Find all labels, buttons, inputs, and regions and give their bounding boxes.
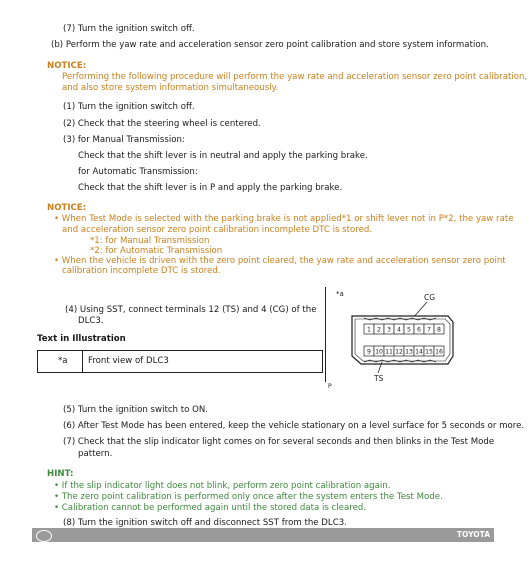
legend-key: *a: [58, 356, 68, 366]
top-pin-number: 6: [417, 326, 421, 334]
footnote-2: *2: for Automatic Transmission: [90, 246, 223, 256]
step-3-manual-check: Check that the shift lever is in neutral and apply the parking brake.: [78, 151, 368, 161]
illustration-heading: Text in Illustration: [37, 334, 126, 344]
step-3-automatic-check: Check that the shift lever is in P and apply the parking brake.: [78, 183, 343, 193]
bottom-pin-number: 16: [435, 348, 443, 356]
legend-key-cell: [38, 351, 83, 372]
step-5: (5) Turn the ignition switch to ON.: [63, 405, 209, 415]
bottom-pin-number: 14: [415, 348, 423, 356]
step-3: (3) for Manual Transmission:: [63, 135, 185, 145]
toyota-emblem-icon: [36, 530, 52, 542]
step-7-line-1: (7) Check that the slip indicator light comes on for several seconds and then blinks in the Test Mode: [63, 437, 495, 447]
toyota-brand-logo: TOYOTA: [456, 530, 490, 539]
illustration-legend-table: [37, 350, 323, 373]
legend-caption: Front view of DLC3: [88, 356, 169, 366]
step-3-automatic: for Automatic Transmission:: [78, 167, 198, 177]
notice-1-line-2: and also store system information simultaneously.: [62, 83, 279, 93]
step-4-line-2: DLC3.: [78, 316, 104, 326]
bottom-pin-number: 9: [367, 348, 371, 356]
step-8: (8) Turn the ignition switch off and disconnect SST from the DLC3.: [63, 518, 347, 528]
step-4-line-1: (4) Using SST, connect terminals 12 (TS) and 4 (CG) of the: [65, 305, 317, 315]
label-ts: TS: [374, 374, 384, 383]
step-6: (6) After Test Mode has been entered, keep the vehicle stationary on a level surface for 5 seconds or more.: [63, 421, 525, 431]
notice-2-bullet-2-line-2: calibration incomplete DTC is stored.: [62, 266, 221, 276]
step-1: (1) Turn the ignition switch off.: [63, 102, 195, 112]
notice-label-2: NOTICE:: [47, 203, 87, 213]
illustration-marker: *a: [336, 290, 344, 298]
pin-row-bottom: [364, 346, 444, 356]
bottom-pin-number: 11: [385, 348, 393, 356]
hint-2: • The zero point calibration is performed only once after the system enters the Test Mode.: [54, 492, 443, 502]
top-pin-number: 5: [407, 326, 411, 334]
top-pin-number: 1: [367, 326, 371, 334]
bottom-pin-number: 13: [405, 348, 413, 356]
hint-1: • If the slip indicator light does not blink, perform zero point calibration again.: [54, 481, 391, 491]
hint-3: • Calibration cannot be performed again until the stored data is cleared.: [54, 503, 367, 513]
notice-label-1: NOTICE:: [47, 61, 87, 71]
notice-2-bullet-2-line-1: • When the vehicle is driven with the zero point cleared, the yaw rate and acceleration sensor zero point: [54, 256, 506, 266]
top-pin-number: 8: [437, 326, 441, 334]
hint-label: HINT:: [47, 469, 74, 479]
step-7-line-2: pattern.: [78, 449, 113, 459]
top-pin-number: 3: [387, 326, 391, 334]
bottom-pin-number: 15: [425, 348, 433, 356]
step-b: (b) Perform the yaw rate and acceleration sensor zero point calibration and store system information.: [51, 40, 489, 50]
label-cg: CG: [424, 293, 436, 302]
bottom-pin-number: 12: [395, 348, 403, 356]
notice-2-bullet-1-line-1: • When Test Mode is selected with the parking brake is not applied*1 or shift lever not in P*2, the yaw rate: [54, 214, 514, 224]
top-pin-number: 2: [377, 326, 381, 334]
step-7-top: (7) Turn the ignition switch off.: [63, 24, 195, 34]
notice-2-bullet-1-line-2: and acceleration sensor zero point calibration incomplete DTC is stored.: [62, 225, 373, 235]
dlc3-connector-diagram: [326, 284, 506, 394]
step-2: (2) Check that the steering wheel is centered.: [63, 119, 261, 129]
pin-row-top: [364, 324, 444, 334]
connector-housing: [352, 316, 453, 364]
bottom-pin-number: 10: [375, 348, 383, 356]
top-pin-number: 7: [427, 326, 431, 334]
notice-1-line-1: Performing the following procedure will perform the yaw rate and acceleration sensor zero point calibration,: [62, 72, 528, 82]
top-pin-number: 4: [397, 326, 401, 334]
label-p: P: [328, 383, 332, 390]
page-footer: [32, 528, 494, 542]
footnote-1: *1: for Manual Transmission: [90, 236, 210, 246]
